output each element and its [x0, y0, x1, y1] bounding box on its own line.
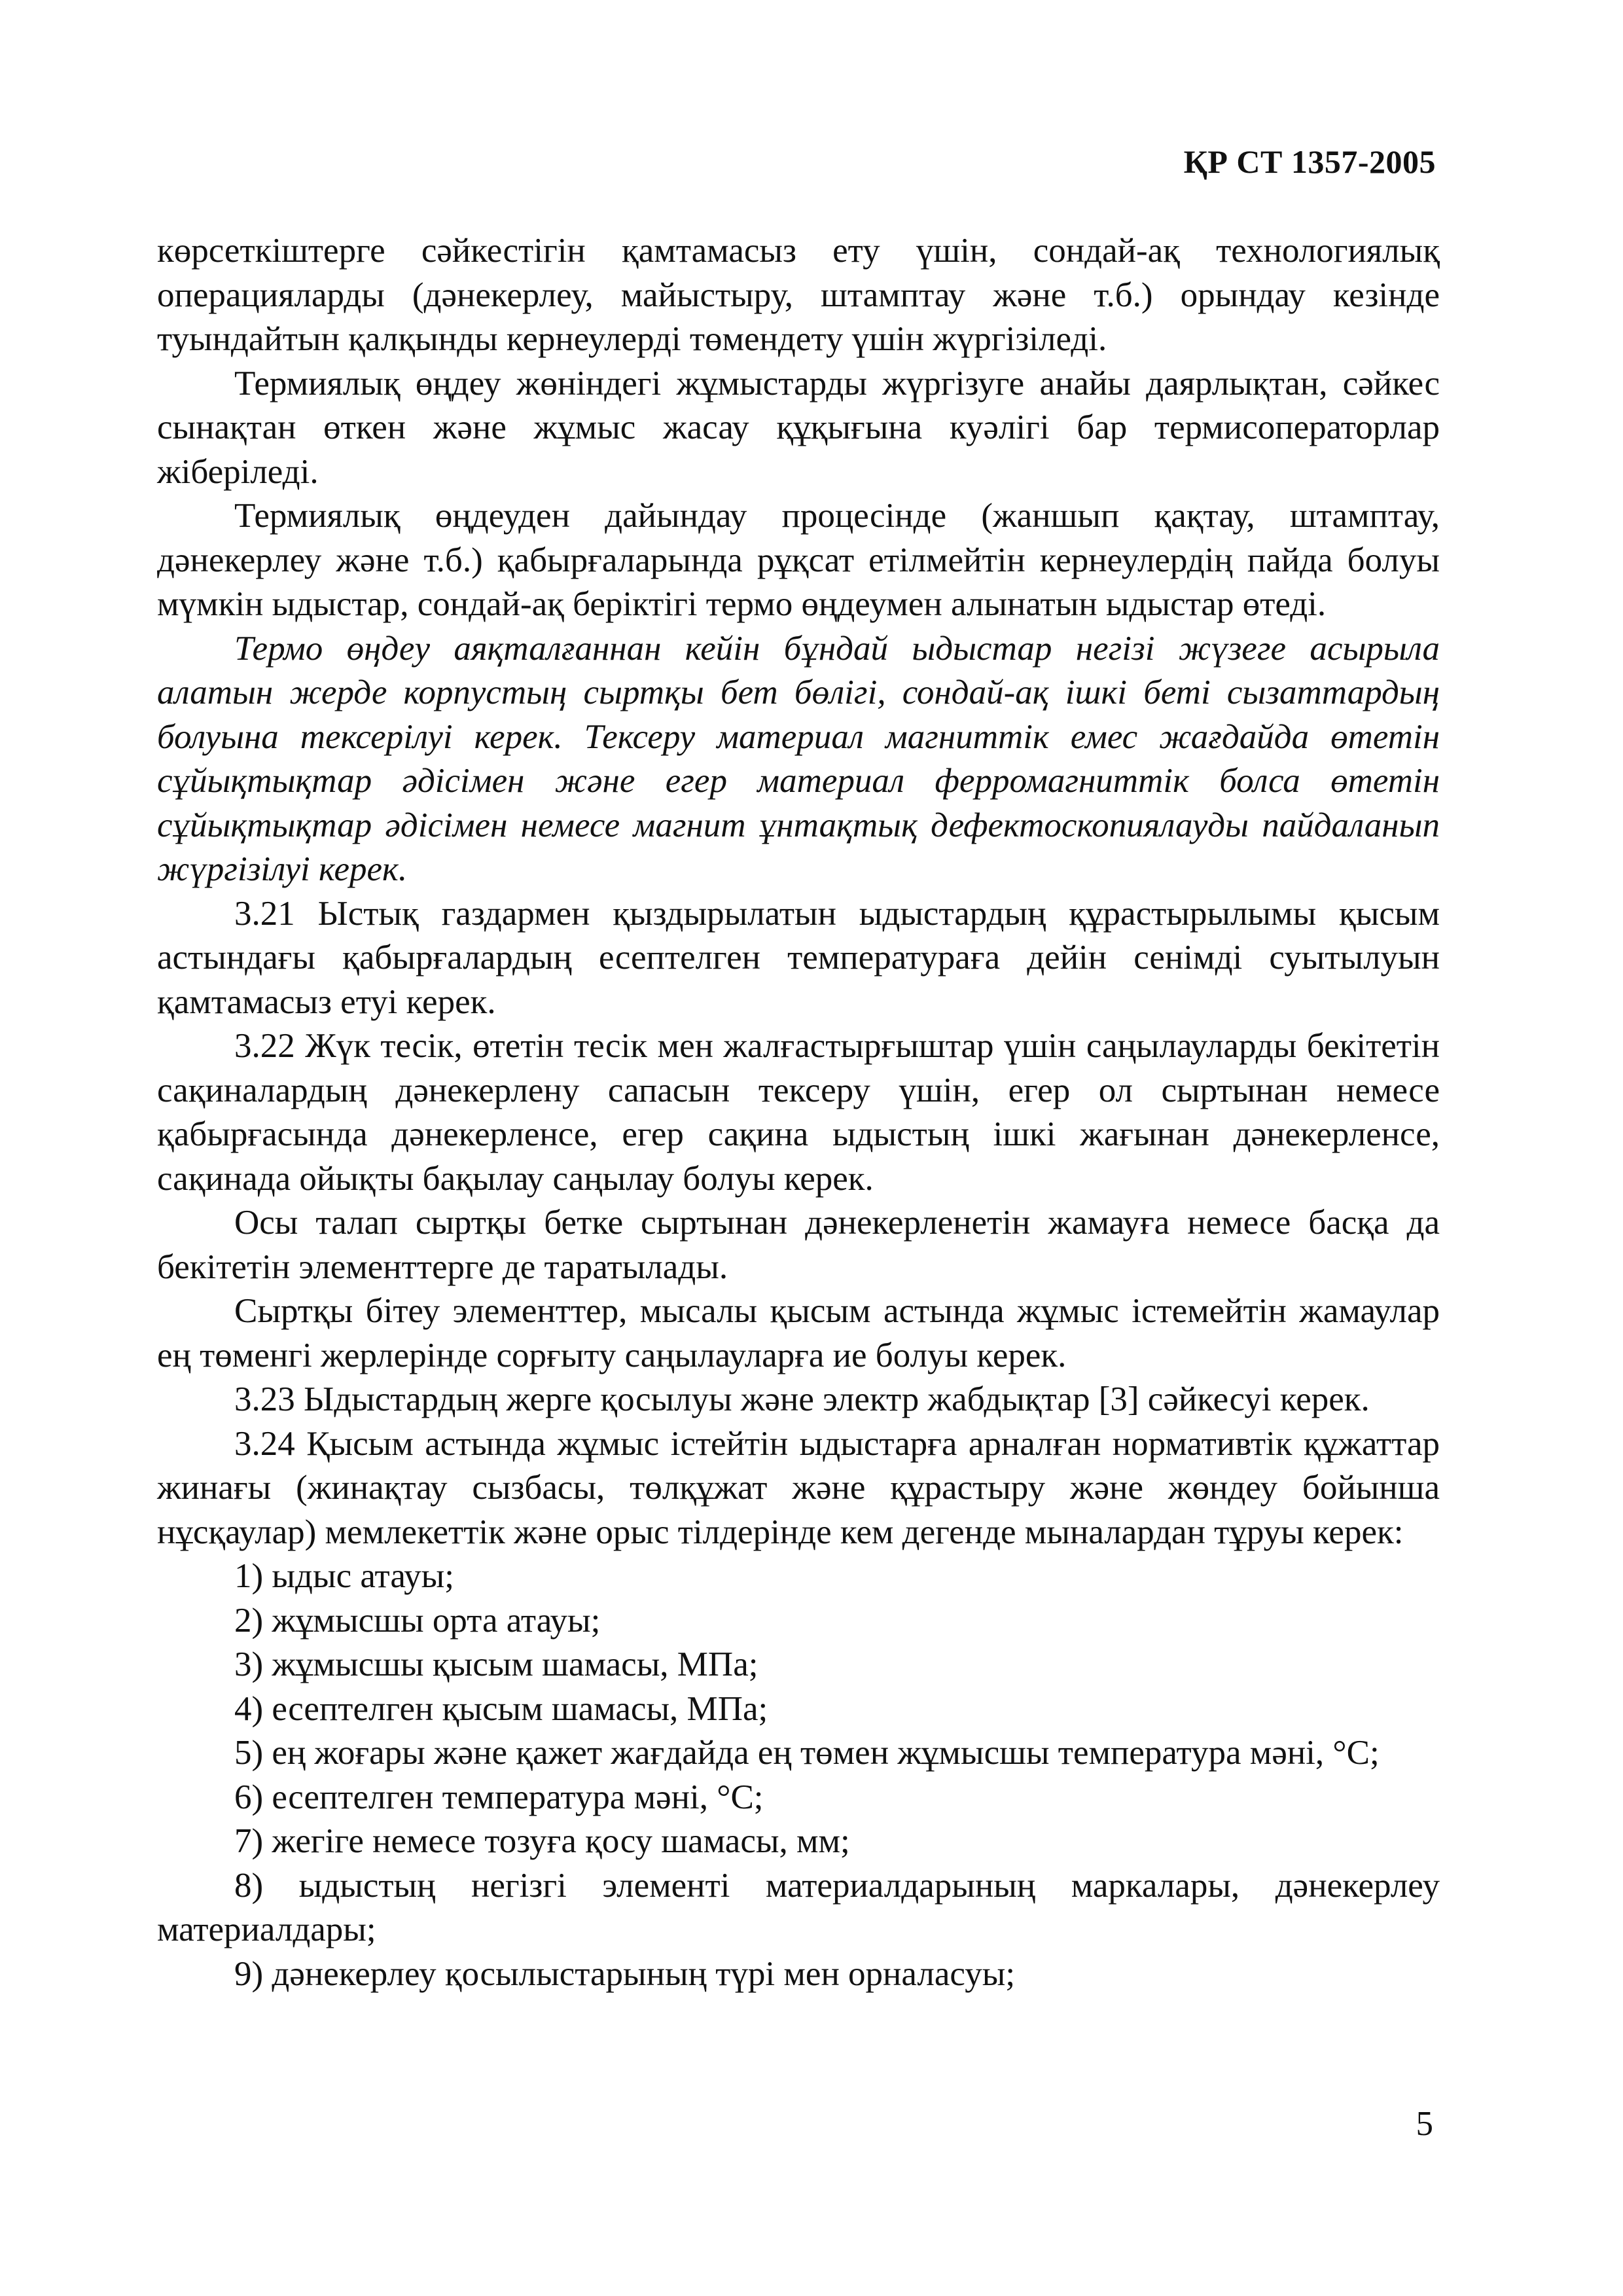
- clause-3-22: 3.22 Жүк тесік, өтетін тесік мен жалғастырғыштар үшін саңылауларды бекітетін сақиналардың дәнекерлену сапасын тексеру үшін, егер ол сыртынан немесе қабырғасында дәнекерленсе, егер сақина ыдыстың ішкі жағынан дәнекерленсе, сақинада ойықты бақылау саңылау болуы керек.: [157, 1027, 1440, 1198]
- list-item: 9) дәнекерлеу қосылыстарының түрі мен орналасуы;: [234, 1954, 1016, 1993]
- page-number: 5: [1416, 2105, 1433, 2143]
- clause-3-23: 3.23 Ыдыстардың жерге қосылуы және электр жабдықтар [3] сәйкесуі керек.: [234, 1380, 1370, 1418]
- list-item: 7) жегіге немесе тозуға қосу шамасы, мм;: [234, 1822, 850, 1860]
- body-paragraph: көрсеткіштерге сәйкестігін қамтамасыз ету үшін, сондай-ақ технологиялық операцияларды (дәнекерлеу, майыстыру, штамптау және т.б.) орындау кезінде туындайтын қалқынды кернеулерді төмендету үшін жүргізіледі.: [157, 232, 1440, 358]
- list-item: 6) есептелген температура мәні, °С;: [234, 1778, 764, 1816]
- list-item: 8) ыдыстың негізгі элементі материалдарының маркалары, дәнекерлеу материалдары;: [157, 1866, 1440, 1948]
- list-item: 1) ыдыс атауы;: [234, 1557, 454, 1595]
- body-paragraph: Сыртқы бітеу элементтер, мысалы қысым астында жұмыс істемейтін жамаулар ең төменгі жерлерінде сорғыту саңылауларға ие болуы керек.: [157, 1292, 1440, 1374]
- clause-3-24: 3.24 Қысым астында жұмыс істейтін ыдыстарға арналған нормативтік құжаттар жинағы (жинақтау сызбасы, төлқұжат және құрастыру және жөндеу бойынша нұсқаулар) мемлекеттік және орыс тілдерінде кем дегенде мыналардан тұруы керек:: [157, 1424, 1440, 1551]
- body-paragraph: Осы талап сыртқы бетке сыртынан дәнекерленетін жамауға немесе басқа да бекітетін элементтерге де таратылады.: [157, 1204, 1440, 1286]
- document-code-header: ҚР СТ 1357-2005: [1183, 143, 1436, 180]
- list-item: 2) жұмысшы орта атауы;: [234, 1601, 601, 1640]
- body-paragraph: Термиялық өңдеу жөніндегі жұмыстарды жүргізуге анайы даярлықтан, сәйкес сынақтан өткен және жұмыс жасау құқығына куәлігі бар термисоператорлар жіберіледі.: [157, 364, 1440, 491]
- document-body: [157, 229, 1440, 1996]
- list-item: 5) ең жоғары және қажет жағдайда ең төмен жұмысшы температура мәні, °С;: [234, 1734, 1380, 1772]
- body-paragraph: Термиялық өңдеуден дайындау процесінде (жаншып қақтау, штамптау, дәнекерлеу және т.б.) қабырғаларында рұқсат етілмейтін кернеулердің пайда болуы мүмкін ыдыстар, сондай-ақ беріктігі термо өңдеумен алынатын ыдыстар өтеді.: [157, 497, 1440, 623]
- clause-3-21: 3.21 Ыстық газдармен қыздырылатын ыдыстардың құрастырылымы қысым астындағы қабырғалардың есептелген температураға дейін сенімді суытылуын қамтамасыз етуі керек.: [157, 894, 1440, 1021]
- italic-note-paragraph: Термо өңдеу аяқталғаннан кейін бұндай ыдыстар негізі жүзеге асырыла алатын жерде корпустың сыртқы бет бөлігі, сондай-ақ ішкі беті сызаттардың болуына тексерілуі керек. Тексеру материал магниттік емес жағдайда өтетін сұйықтықтар әдісімен және егер материал ферромагниттік болса өтетін сұйықтықтар әдісімен немесе магнит ұнтақтық дефектоскопиялауды пайдаланып жүргізілуі керек.: [157, 629, 1440, 888]
- list-item: 4) есептелген қысым шамасы, МПа;: [234, 1689, 768, 1728]
- list-item: 3) жұмысшы қысым шамасы, МПа;: [234, 1645, 758, 1683]
